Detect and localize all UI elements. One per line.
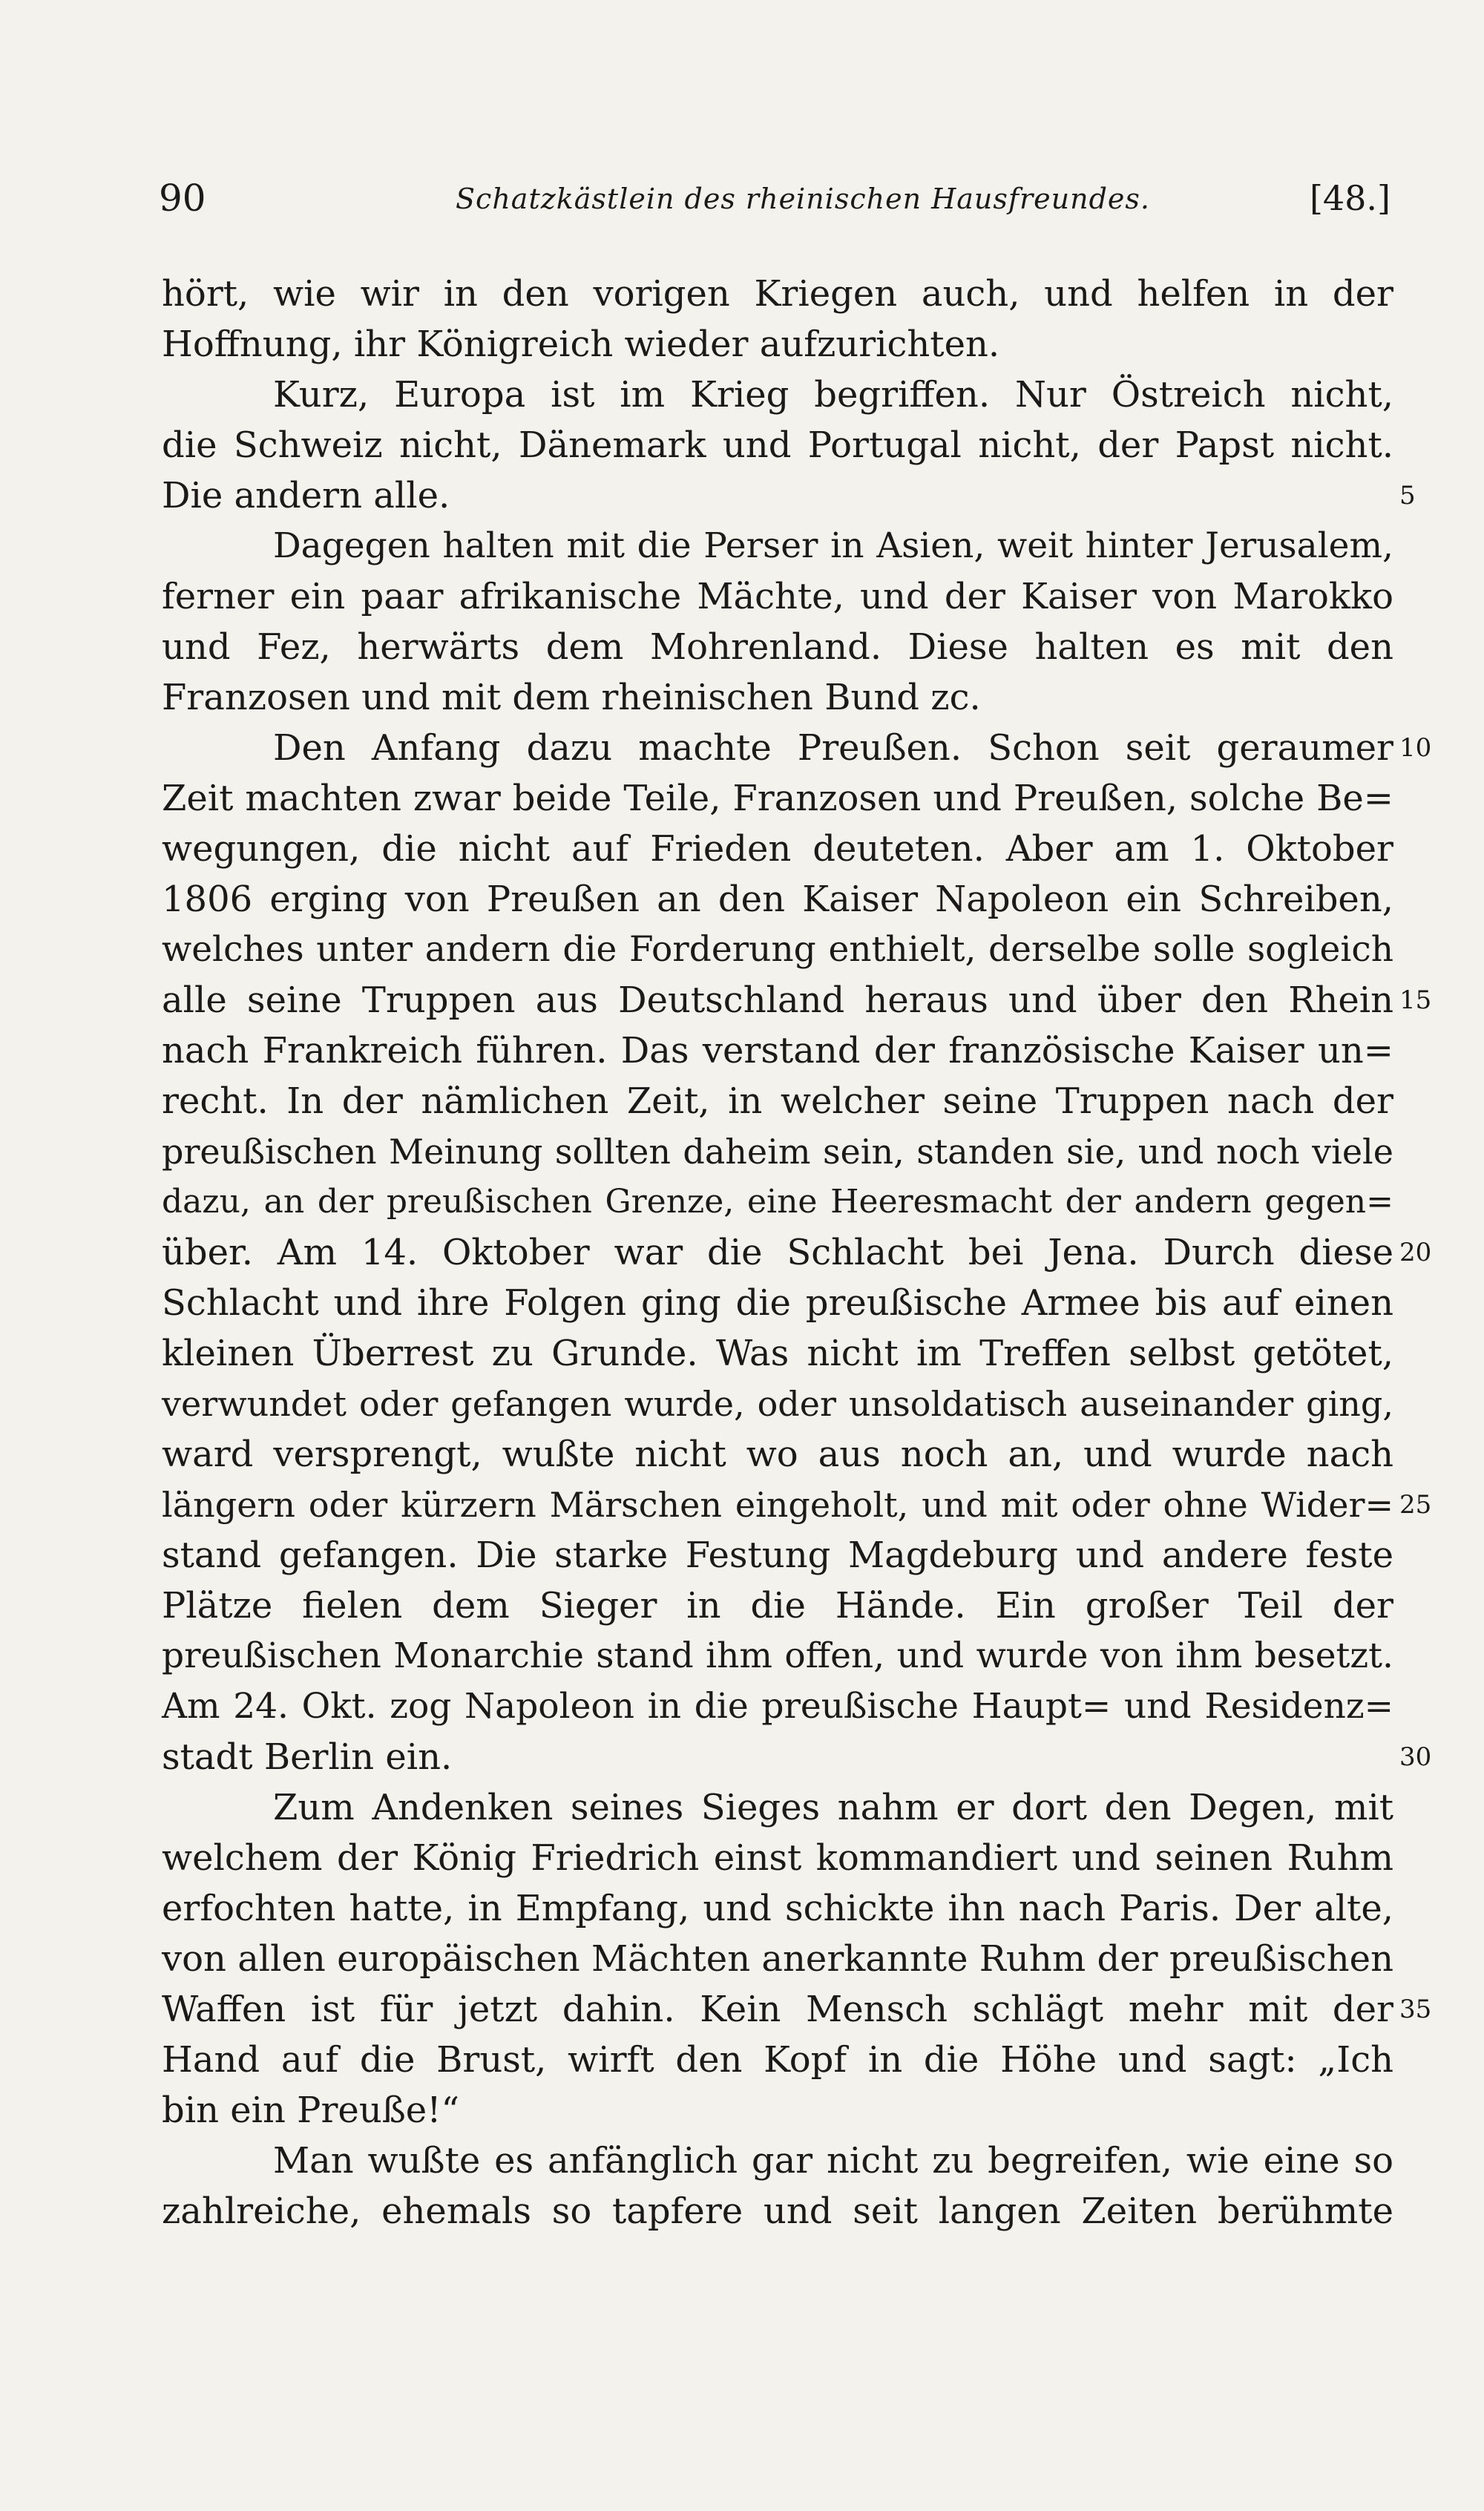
text-line <box>162 1782 1401 1833</box>
text-line <box>162 824 1401 874</box>
text-line <box>162 1883 1401 1934</box>
line-text: erfochten hatte, in Empfang, und schickte ihn nach Paris. Der alte, <box>162 1888 1393 1929</box>
text-line <box>162 1480 1432 1530</box>
text-line <box>162 1934 1401 1984</box>
line-text: 1806 erging von Preußen an den Kaiser Napoleon ein Schreiben, <box>162 879 1393 920</box>
line-text: stadt Berlin ein. <box>162 1736 453 1778</box>
text-line <box>162 521 1401 571</box>
text-line <box>162 2085 1401 2136</box>
text-line <box>162 1429 1401 1480</box>
line-text: Kurz, Europa ist im Krieg begriffen. Nur Östreich nicht, <box>273 374 1393 416</box>
line-text: Zeit machten zwar beide Teile, Franzosen und Preußen, solche Be= <box>162 778 1393 819</box>
line-text: Hoffnung, ihr Königreich wieder aufzurichten. <box>162 324 1000 365</box>
line-text: von allen europäischen Mächten anerkannte Ruhm der preußischen <box>162 1938 1393 1980</box>
line-text: bin ein Preuße!“ <box>162 2090 460 2131</box>
text-line <box>162 420 1401 470</box>
text-line <box>162 874 1401 925</box>
text-line <box>162 1076 1401 1126</box>
line-text: zahlreiche, ehemals so tapfere und seit langen Zeiten berühmte <box>162 2190 1393 2232</box>
text-line <box>162 1732 1432 1782</box>
text-line <box>162 2136 1401 2186</box>
section-reference: [48.] <box>1309 178 1391 218</box>
line-text: nach Frankreich führen. Das verstand der französische Kaiser un= <box>162 1030 1393 1071</box>
text-line <box>162 370 1401 420</box>
line-text: Plätze fielen dem Sieger in die Hände. Ein großer Teil der <box>162 1585 1393 1627</box>
line-text: und Fez, herwärts dem Mohrenland. Diese halten es mit den <box>162 626 1393 668</box>
text-line <box>162 1530 1401 1581</box>
line-number: 35 <box>1399 1995 1432 2024</box>
line-text: dazu, an der preußischen Grenze, eine Heeresmacht der andern gegen= <box>162 1183 1393 1221</box>
line-text: welches unter andern die Forderung enthielt, derselbe solle sogleich <box>162 929 1393 970</box>
text-line <box>162 2186 1401 2236</box>
text-line <box>162 622 1401 672</box>
line-text: alle seine Truppen aus Deutschland heraus und über den Rhein <box>162 979 1393 1021</box>
line-text: kleinen Überrest zu Grunde. Was nicht im Treffen selbst getötet, <box>162 1333 1393 1374</box>
line-text: Man wußte es anfänglich gar nicht zu begreifen, wie eine so <box>273 2140 1393 2182</box>
line-text: Dagegen halten mit die Perser in Asien, weit hinter Jerusalem, <box>273 525 1393 566</box>
line-number: 30 <box>1399 1742 1432 1772</box>
text-line <box>162 1126 1401 1177</box>
text-line <box>162 925 1401 975</box>
line-text: preußischen Meinung sollten daheim sein, standen sie, und noch viele <box>162 1132 1393 1172</box>
line-text: ferner ein paar afrikanische Mächte, und der Kaiser von Marokko <box>162 576 1393 617</box>
line-text: recht. In der nämlichen Zeit, in welcher seine Truppen nach der <box>162 1080 1393 1122</box>
line-text: Schlacht und ihre Folgen ging die preußische Armee bis auf einen <box>162 1282 1393 1324</box>
text-line <box>162 1631 1401 1681</box>
text-line <box>162 1278 1401 1328</box>
line-text: längern oder kürzern Märschen eingeholt, und mit oder ohne Wider= <box>162 1485 1393 1525</box>
page-header <box>159 172 1391 224</box>
text-line <box>162 1984 1432 2035</box>
text-line <box>162 1379 1401 1429</box>
line-text: Hand auf die Brust, wirft den Kopf in die Höhe und sagt: „Ich <box>162 2039 1393 2081</box>
text-line <box>162 1025 1401 1076</box>
text-line <box>162 2035 1401 2085</box>
text-line <box>162 1328 1401 1379</box>
line-text: Den Anfang dazu machte Preußen. Schon seit geraumer <box>273 727 1393 769</box>
line-text: über. Am 14. Oktober war die Schlacht bei Jena. Durch diese <box>162 1232 1393 1273</box>
line-text: die Schweiz nicht, Dänemark und Portugal nicht, der Papst nicht. <box>162 424 1393 466</box>
text-line <box>162 269 1401 319</box>
line-number: 20 <box>1399 1238 1432 1267</box>
line-text: Zum Andenken seines Sieges nahm er dort den Degen, mit <box>273 1787 1393 1828</box>
line-text: Franzosen und mit dem rheinischen Bund zc. <box>162 677 981 718</box>
line-text: Die andern alle. <box>162 475 450 516</box>
text-line <box>162 672 1401 723</box>
text-line <box>162 1833 1401 1883</box>
text-line <box>162 571 1401 622</box>
text-line <box>162 773 1401 824</box>
line-text: verwundet oder gefangen wurde, oder unsoldatisch auseinander ging, <box>162 1384 1393 1424</box>
line-text: Am 24. Okt. zog Napoleon in die preußische Haupt= und Residenz= <box>162 1686 1393 1727</box>
line-text: hört, wie wir in den vorigen Kriegen auch, und helfen in der <box>162 273 1393 315</box>
text-line <box>162 1581 1401 1631</box>
text-line <box>162 1227 1432 1278</box>
line-number: 15 <box>1399 985 1432 1015</box>
text-line <box>162 975 1432 1025</box>
text-line <box>162 319 1401 370</box>
text-line <box>162 1681 1401 1732</box>
line-number: 25 <box>1399 1490 1432 1520</box>
page-number: 90 <box>159 177 206 220</box>
body-text <box>162 269 1432 2236</box>
running-title: Schatzkästlein des rheinischen Hausfreundes. <box>456 183 1150 215</box>
line-number: 10 <box>1399 733 1432 763</box>
line-number: 5 <box>1399 481 1416 511</box>
line-text: wegungen, die nicht auf Frieden deuteten. Aber am 1. Oktober <box>162 828 1393 870</box>
text-line <box>162 470 1416 521</box>
text-line <box>162 723 1432 773</box>
text-line <box>162 1177 1401 1227</box>
line-text: welchem der König Friedrich einst kommandiert und seinen Ruhm <box>162 1837 1393 1879</box>
line-text: ward versprengt, wußte nicht wo aus noch an, und wurde nach <box>162 1434 1393 1475</box>
line-text: stand gefangen. Die starke Festung Magdeburg und andere feste <box>162 1534 1393 1576</box>
line-text: preußischen Monarchie stand ihm offen, und wurde von ihm besetzt. <box>162 1635 1393 1676</box>
line-text: Waffen ist für jetzt dahin. Kein Mensch schlägt mehr mit der <box>162 1989 1393 2030</box>
